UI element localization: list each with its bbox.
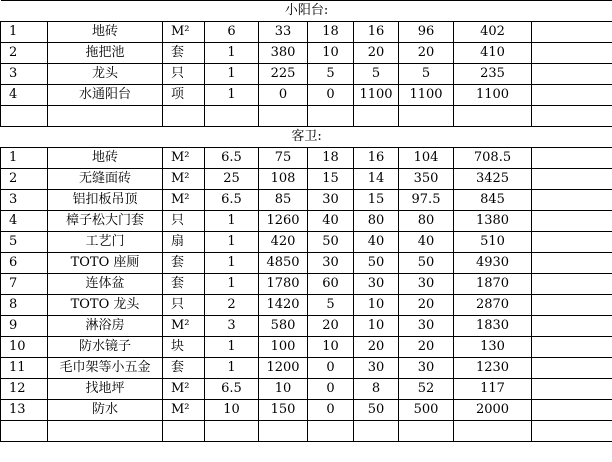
- total-cell: 4930: [454, 253, 532, 274]
- quantity-cell: 6.5: [205, 379, 259, 400]
- quantity-cell: [205, 106, 259, 127]
- remark-cell: [532, 421, 612, 442]
- item-name-cell: 无缝面砖: [48, 169, 163, 190]
- row-index-cell: 12: [1, 379, 48, 400]
- row-index-cell: 1: [1, 148, 48, 169]
- quantity-cell: 1: [205, 43, 259, 64]
- remark-cell: [532, 358, 612, 379]
- unit-cell: M²: [163, 316, 205, 337]
- unit-cell: 扇: [163, 232, 205, 253]
- subtotal-fee-cell: 50: [399, 253, 454, 274]
- accessory-cost-cell: 50: [354, 253, 399, 274]
- total-cell: [454, 106, 532, 127]
- accessory-cost-cell: 30: [354, 358, 399, 379]
- table-row: [1, 190, 612, 211]
- item-name-cell: 工艺门: [48, 232, 163, 253]
- material-price-cell: 75: [259, 148, 308, 169]
- item-name-cell: 地砖: [48, 148, 163, 169]
- accessory-cost-cell: 40: [354, 232, 399, 253]
- unit-cell: M²: [163, 169, 205, 190]
- row-index-cell: 11: [1, 358, 48, 379]
- subtotal-fee-cell: 20: [399, 337, 454, 358]
- unit-cell: [163, 421, 205, 442]
- table-row: [1, 85, 612, 106]
- remark-cell: [532, 337, 612, 358]
- unit-cell: 只: [163, 211, 205, 232]
- labor-cost-cell: 10: [308, 43, 354, 64]
- accessory-cost-cell: [354, 421, 399, 442]
- unit-cell: 只: [163, 64, 205, 85]
- quantity-cell: 25: [205, 169, 259, 190]
- section-header: [1, 1, 612, 22]
- subtotal-fee-cell: 97.5: [399, 190, 454, 211]
- table-row: [1, 64, 612, 85]
- material-price-cell: 225: [259, 64, 308, 85]
- total-cell: 2870: [454, 295, 532, 316]
- subtotal-fee-cell: 52: [399, 379, 454, 400]
- remark-cell: [532, 148, 612, 169]
- unit-cell: [163, 106, 205, 127]
- material-price-cell: 100: [259, 337, 308, 358]
- item-name-cell: 地砖: [48, 22, 163, 43]
- accessory-cost-cell: 20: [354, 337, 399, 358]
- remark-cell: [532, 169, 612, 190]
- item-name-cell: 防水: [48, 400, 163, 421]
- material-price-cell: [259, 421, 308, 442]
- accessory-cost-cell: 30: [354, 274, 399, 295]
- accessory-cost-cell: 15: [354, 190, 399, 211]
- table-row: [1, 106, 612, 127]
- subtotal-fee-cell: 20: [399, 295, 454, 316]
- item-name-cell: 找地坪: [48, 379, 163, 400]
- total-cell: 402: [454, 22, 532, 43]
- quantity-cell: 6: [205, 22, 259, 43]
- table-row: [1, 337, 612, 358]
- remark-cell: [532, 43, 612, 64]
- table-body: [1, 1, 612, 442]
- item-name-cell: 樟子松大门套: [48, 211, 163, 232]
- quantity-cell: 1: [205, 274, 259, 295]
- row-index-cell: [1, 421, 48, 442]
- labor-cost-cell: 40: [308, 211, 354, 232]
- remark-cell: [532, 379, 612, 400]
- material-price-cell: 108: [259, 169, 308, 190]
- labor-cost-cell: 5: [308, 64, 354, 85]
- row-index-cell: 9: [1, 316, 48, 337]
- remark-cell: [532, 211, 612, 232]
- row-index-cell: [1, 106, 48, 127]
- remark-cell: [532, 64, 612, 85]
- accessory-cost-cell: 10: [354, 316, 399, 337]
- total-cell: 3425: [454, 169, 532, 190]
- section-header: [1, 127, 612, 148]
- material-price-cell: 580: [259, 316, 308, 337]
- item-name-cell: 毛巾架等小五金: [48, 358, 163, 379]
- row-index-cell: 13: [1, 400, 48, 421]
- row-index-cell: 1: [1, 22, 48, 43]
- labor-cost-cell: 30: [308, 253, 354, 274]
- subtotal-fee-cell: 5: [399, 64, 454, 85]
- remark-cell: [532, 400, 612, 421]
- unit-cell: M²: [163, 190, 205, 211]
- subtotal-fee-cell: [399, 106, 454, 127]
- item-name-cell: [48, 421, 163, 442]
- accessory-cost-cell: 20: [354, 43, 399, 64]
- total-cell: [454, 421, 532, 442]
- table-row: [1, 43, 612, 64]
- unit-cell: 套: [163, 43, 205, 64]
- unit-cell: M²: [163, 22, 205, 43]
- material-price-cell: 150: [259, 400, 308, 421]
- labor-cost-cell: 30: [308, 190, 354, 211]
- row-index-cell: 2: [1, 169, 48, 190]
- table-row: [1, 253, 612, 274]
- labor-cost-cell: 0: [308, 358, 354, 379]
- material-price-cell: 1260: [259, 211, 308, 232]
- subtotal-fee-cell: 30: [399, 274, 454, 295]
- unit-cell: 只: [163, 295, 205, 316]
- item-name-cell: [48, 106, 163, 127]
- labor-cost-cell: 20: [308, 316, 354, 337]
- quantity-cell: 2: [205, 295, 259, 316]
- item-name-cell: 连体盆: [48, 274, 163, 295]
- section-title: 小阳台:: [1, 1, 612, 22]
- labor-cost-cell: 0: [308, 85, 354, 106]
- quantity-cell: 10: [205, 400, 259, 421]
- subtotal-fee-cell: 1100: [399, 85, 454, 106]
- row-index-cell: 3: [1, 64, 48, 85]
- accessory-cost-cell: 50: [354, 400, 399, 421]
- unit-cell: M²: [163, 400, 205, 421]
- unit-cell: 套: [163, 253, 205, 274]
- total-cell: 1380: [454, 211, 532, 232]
- material-price-cell: 1780: [259, 274, 308, 295]
- total-cell: 235: [454, 64, 532, 85]
- table-row: [1, 316, 612, 337]
- material-price-cell: [259, 106, 308, 127]
- material-price-cell: 1420: [259, 295, 308, 316]
- unit-cell: 项: [163, 85, 205, 106]
- table-row: [1, 358, 612, 379]
- table-row: [1, 295, 612, 316]
- quantity-cell: 1: [205, 358, 259, 379]
- labor-cost-cell: [308, 421, 354, 442]
- row-index-cell: 4: [1, 85, 48, 106]
- subtotal-fee-cell: 20: [399, 43, 454, 64]
- total-cell: 130: [454, 337, 532, 358]
- quantity-cell: 1: [205, 211, 259, 232]
- accessory-cost-cell: [354, 106, 399, 127]
- total-cell: 2000: [454, 400, 532, 421]
- labor-cost-cell: 0: [308, 400, 354, 421]
- accessory-cost-cell: 10: [354, 295, 399, 316]
- row-index-cell: 10: [1, 337, 48, 358]
- labor-cost-cell: 5: [308, 295, 354, 316]
- total-cell: 1870: [454, 274, 532, 295]
- total-cell: 410: [454, 43, 532, 64]
- subtotal-fee-cell: 80: [399, 211, 454, 232]
- accessory-cost-cell: 1100: [354, 85, 399, 106]
- material-price-cell: 420: [259, 232, 308, 253]
- row-index-cell: 2: [1, 43, 48, 64]
- item-name-cell: TOTO 座厕: [48, 253, 163, 274]
- item-name-cell: TOTO 龙头: [48, 295, 163, 316]
- remark-cell: [532, 316, 612, 337]
- total-cell: 1230: [454, 358, 532, 379]
- labor-cost-cell: [308, 106, 354, 127]
- material-price-cell: 4850: [259, 253, 308, 274]
- material-price-cell: 380: [259, 43, 308, 64]
- subtotal-fee-cell: 30: [399, 358, 454, 379]
- accessory-cost-cell: 80: [354, 211, 399, 232]
- quantity-cell: 1: [205, 337, 259, 358]
- item-name-cell: 拖把池: [48, 43, 163, 64]
- subtotal-fee-cell: [399, 421, 454, 442]
- total-cell: 1830: [454, 316, 532, 337]
- item-name-cell: 防水镜子: [48, 337, 163, 358]
- subtotal-fee-cell: 104: [399, 148, 454, 169]
- material-price-cell: 85: [259, 190, 308, 211]
- remark-cell: [532, 106, 612, 127]
- table-row: [1, 400, 612, 421]
- accessory-cost-cell: 8: [354, 379, 399, 400]
- material-price-cell: 0: [259, 85, 308, 106]
- quantity-cell: 1: [205, 232, 259, 253]
- table-row: [1, 274, 612, 295]
- labor-cost-cell: 60: [308, 274, 354, 295]
- quantity-cell: 3: [205, 316, 259, 337]
- total-cell: 845: [454, 190, 532, 211]
- total-cell: 708.5: [454, 148, 532, 169]
- table-row: [1, 22, 612, 43]
- item-name-cell: 铝扣板吊顶: [48, 190, 163, 211]
- remark-cell: [532, 85, 612, 106]
- total-cell: 510: [454, 232, 532, 253]
- row-index-cell: 7: [1, 274, 48, 295]
- labor-cost-cell: 15: [308, 169, 354, 190]
- labor-cost-cell: 10: [308, 337, 354, 358]
- remark-cell: [532, 253, 612, 274]
- item-name-cell: 水通阳台: [48, 85, 163, 106]
- row-index-cell: 8: [1, 295, 48, 316]
- subtotal-fee-cell: 96: [399, 22, 454, 43]
- quantity-cell: 1: [205, 253, 259, 274]
- table-row: [1, 421, 612, 442]
- labor-cost-cell: 18: [308, 22, 354, 43]
- quantity-cell: 1: [205, 85, 259, 106]
- table-row: [1, 148, 612, 169]
- subtotal-fee-cell: 350: [399, 169, 454, 190]
- row-index-cell: 4: [1, 211, 48, 232]
- material-price-cell: 1200: [259, 358, 308, 379]
- remark-cell: [532, 274, 612, 295]
- remark-cell: [532, 295, 612, 316]
- subtotal-fee-cell: 500: [399, 400, 454, 421]
- unit-cell: M²: [163, 148, 205, 169]
- unit-cell: 套: [163, 274, 205, 295]
- remark-cell: [532, 22, 612, 43]
- subtotal-fee-cell: 30: [399, 316, 454, 337]
- table-row: [1, 211, 612, 232]
- accessory-cost-cell: 16: [354, 22, 399, 43]
- quantity-cell: 6.5: [205, 190, 259, 211]
- unit-cell: M²: [163, 379, 205, 400]
- table-row: [1, 232, 612, 253]
- accessory-cost-cell: 5: [354, 64, 399, 85]
- total-cell: 1100: [454, 85, 532, 106]
- remark-cell: [532, 232, 612, 253]
- labor-cost-cell: 0: [308, 379, 354, 400]
- accessory-cost-cell: 16: [354, 148, 399, 169]
- total-cell: 117: [454, 379, 532, 400]
- quantity-cell: 1: [205, 64, 259, 85]
- table-row: [1, 379, 612, 400]
- row-index-cell: 3: [1, 190, 48, 211]
- section-title: 客卫:: [1, 127, 612, 148]
- material-price-cell: 10: [259, 379, 308, 400]
- item-name-cell: 龙头: [48, 64, 163, 85]
- labor-cost-cell: 50: [308, 232, 354, 253]
- accessory-cost-cell: 14: [354, 169, 399, 190]
- material-price-cell: 33: [259, 22, 308, 43]
- table-row: [1, 169, 612, 190]
- quantity-cell: 6.5: [205, 148, 259, 169]
- unit-cell: 块: [163, 337, 205, 358]
- row-index-cell: 5: [1, 232, 48, 253]
- unit-cell: 套: [163, 358, 205, 379]
- quantity-cell: [205, 421, 259, 442]
- subtotal-fee-cell: 40: [399, 232, 454, 253]
- labor-cost-cell: 18: [308, 148, 354, 169]
- item-name-cell: 淋浴房: [48, 316, 163, 337]
- row-index-cell: 6: [1, 253, 48, 274]
- remark-cell: [532, 190, 612, 211]
